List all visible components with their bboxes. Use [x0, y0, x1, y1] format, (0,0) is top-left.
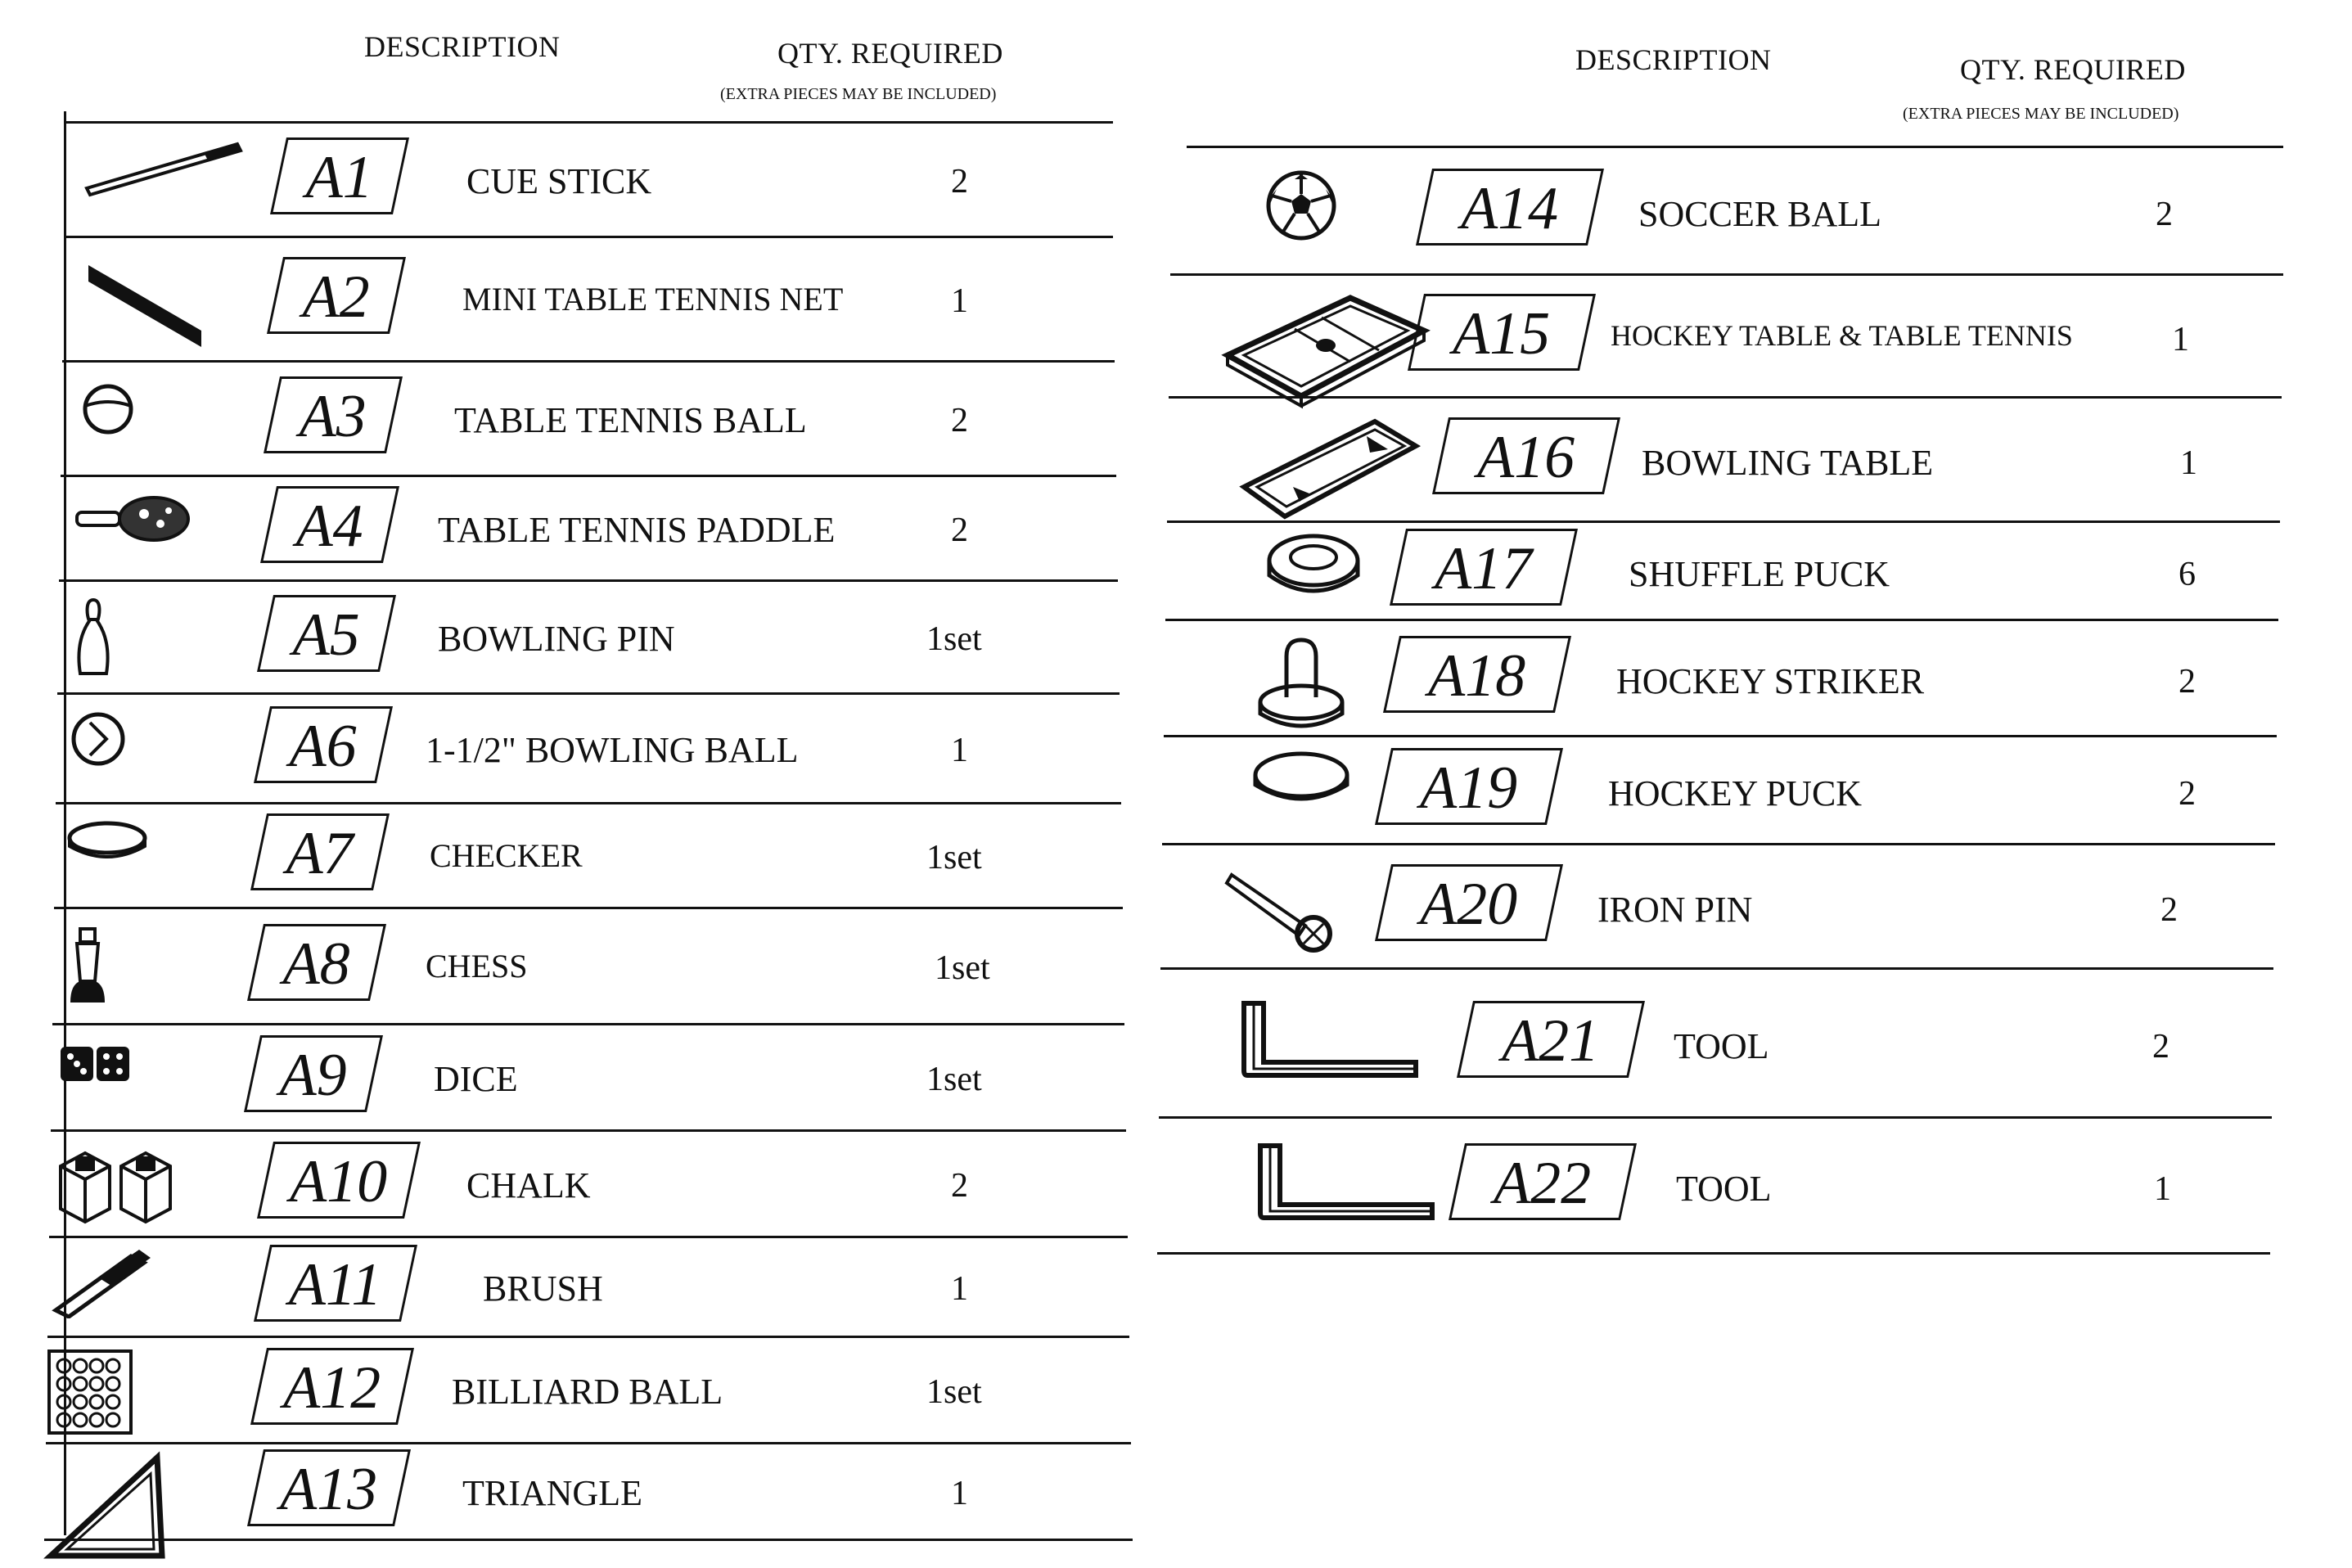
part-name: IRON PIN [1597, 890, 1753, 930]
part-qty: 2 [951, 163, 968, 201]
part-code-box [257, 595, 396, 672]
bowling-table-icon [1236, 413, 1432, 532]
left-table-top-line [64, 121, 1113, 124]
hockey-puck-icon [1248, 744, 1354, 822]
part-name: CHECKER [430, 837, 583, 874]
part-name: BRUSH [483, 1268, 603, 1309]
row-divider [47, 1336, 1129, 1338]
bowling-pin-icon [69, 595, 118, 689]
row-divider [52, 1023, 1124, 1025]
bowling-ball-icon [65, 706, 131, 776]
part-qty: 1 [2180, 444, 2197, 482]
part-code-box [267, 257, 406, 334]
part-code-box [1375, 864, 1563, 941]
part-code-box [254, 1245, 417, 1322]
chalk-icon [52, 1142, 183, 1236]
part-code-box [257, 1142, 421, 1219]
part-code: A1 [305, 144, 373, 211]
part-name: SOCCER BALL [1638, 194, 1882, 234]
row-divider [1160, 967, 2273, 970]
part-qty: 2 [2179, 663, 2196, 701]
row-divider [46, 1442, 1131, 1444]
part-code: A20 [1419, 871, 1518, 938]
row-divider [57, 692, 1120, 695]
checker-icon [62, 813, 152, 875]
part-name: BOWLING TABLE [1642, 443, 1934, 483]
part-qty: 6 [2179, 556, 2196, 593]
right-header-description: DESCRIPTION [1575, 43, 1772, 76]
part-qty: 1set [926, 620, 982, 658]
row-divider [1169, 396, 2282, 399]
part-code-box [264, 376, 403, 453]
chess-piece-icon [59, 924, 116, 1018]
part-code-box [270, 137, 409, 214]
part-qty: 2 [951, 1167, 968, 1205]
part-qty: 2 [951, 402, 968, 439]
part-name: HOCKEY STRIKER [1616, 661, 1925, 701]
part-qty: 2 [2161, 891, 2178, 929]
part-code: A12 [282, 1354, 381, 1422]
table-tennis-ball-icon [75, 376, 141, 446]
part-code: A4 [295, 493, 363, 560]
part-code: A15 [1452, 300, 1551, 367]
part-qty: 2 [2179, 775, 2196, 813]
left-header-qty: QTY. REQUIRED [777, 37, 1003, 70]
part-qty: 1set [926, 1061, 982, 1098]
row-divider [61, 475, 1116, 477]
part-name: 1-1/2" BOWLING BALL [426, 730, 799, 770]
hockey-striker-icon [1252, 632, 1350, 742]
part-qty: 1 [951, 1475, 968, 1512]
part-qty: 1 [2154, 1170, 2171, 1208]
billiard-balls-icon [46, 1348, 136, 1442]
part-name: TABLE TENNIS PADDLE [438, 510, 836, 550]
row-divider [1157, 1252, 2270, 1255]
part-qty: 1 [2172, 321, 2189, 358]
part-code: A7 [286, 820, 354, 887]
part-code-box [250, 813, 390, 890]
part-code-box [1390, 529, 1578, 606]
row-divider [51, 1129, 1126, 1132]
part-code: A11 [288, 1251, 382, 1318]
part-code-box [244, 1035, 383, 1112]
part-name: BILLIARD BALL [452, 1372, 723, 1412]
part-code-box [1432, 417, 1620, 494]
part-name: HOCKEY TABLE & TABLE TENNIS [1611, 319, 2073, 352]
part-code-box [1449, 1143, 1637, 1220]
left-header-note: (EXTRA PIECES MAY BE INCLUDED) [720, 85, 997, 103]
row-divider [64, 236, 1113, 238]
part-qty: 2 [2152, 1028, 2170, 1066]
row-divider [1162, 843, 2275, 845]
part-code: A16 [1476, 424, 1575, 491]
part-code: A2 [302, 264, 370, 331]
left-header-description: DESCRIPTION [364, 30, 561, 63]
row-divider [54, 907, 1123, 909]
right-header-note: (EXTRA PIECES MAY BE INCLUDED) [1903, 105, 2179, 123]
row-divider [49, 1236, 1128, 1238]
part-code: A8 [282, 930, 350, 998]
row-divider [56, 802, 1121, 804]
part-qty: 1 [951, 1270, 968, 1308]
part-name: MINI TABLE TENNIS NET [462, 281, 844, 318]
part-code-box [250, 1348, 414, 1425]
part-name: SHUFFLE PUCK [1629, 554, 1890, 594]
part-name: DICE [434, 1059, 518, 1099]
part-code: A9 [279, 1042, 347, 1109]
brush-icon [49, 1245, 155, 1322]
part-code: A21 [1501, 1007, 1600, 1075]
part-code: A10 [289, 1148, 388, 1215]
cue-stick-icon [82, 137, 246, 207]
part-qty: 1 [951, 732, 968, 769]
row-divider [1167, 520, 2280, 523]
part-code: A19 [1419, 755, 1518, 822]
part-qty: 1set [926, 1373, 982, 1411]
part-name: TABLE TENNIS BALL [454, 400, 807, 440]
part-name: CHESS [426, 948, 528, 985]
part-qty: 1 [951, 282, 968, 320]
part-code-box [1416, 169, 1604, 246]
part-name: TOOL [1674, 1026, 1769, 1066]
part-code-box [247, 1449, 411, 1526]
row-divider [1164, 735, 2277, 737]
row-divider [1159, 1116, 2272, 1119]
iron-pin-icon [1223, 860, 1354, 962]
part-qty: 1set [935, 949, 990, 987]
part-code-box [1457, 1001, 1645, 1078]
part-name: CHALK [466, 1165, 591, 1205]
hex-key-icon [1236, 997, 1432, 1091]
part-code: A14 [1460, 175, 1559, 242]
part-name: CUE STICK [466, 161, 652, 201]
part-code-box [247, 924, 386, 1001]
right-header-qty: QTY. REQUIRED [1960, 53, 2186, 86]
part-code: A3 [299, 383, 367, 450]
soccer-ball-icon [1260, 164, 1342, 250]
triangle-rack-icon [43, 1449, 173, 1568]
part-code: A18 [1427, 642, 1526, 710]
part-qty: 2 [951, 511, 968, 549]
part-code: A22 [1493, 1150, 1592, 1217]
row-divider [62, 360, 1115, 363]
dice-icon [56, 1035, 137, 1097]
part-qty: 2 [2156, 196, 2173, 233]
part-name: BOWLING PIN [438, 619, 675, 659]
part-name: TOOL [1676, 1169, 1772, 1209]
part-name: TRIANGLE [462, 1473, 642, 1513]
row-divider [1170, 273, 2283, 276]
part-qty: 1set [926, 839, 982, 876]
part-code-box [1375, 748, 1563, 825]
hex-key-icon [1252, 1139, 1449, 1233]
part-code-box [1408, 294, 1596, 371]
row-divider [1165, 619, 2278, 621]
net-icon [79, 257, 210, 359]
part-code: A6 [289, 713, 357, 780]
paddle-icon [72, 486, 195, 556]
part-code: A13 [279, 1456, 378, 1523]
row-divider [59, 579, 1118, 582]
part-code: A17 [1434, 535, 1533, 602]
shuffle-puck-icon [1260, 525, 1367, 619]
part-code-box [1383, 636, 1571, 713]
part-code-box [260, 486, 399, 563]
row-divider [44, 1539, 1133, 1541]
part-code: A5 [292, 602, 360, 669]
part-code-box [254, 706, 393, 783]
right-table-top-line [1187, 146, 2283, 148]
part-name: HOCKEY PUCK [1608, 773, 1863, 813]
